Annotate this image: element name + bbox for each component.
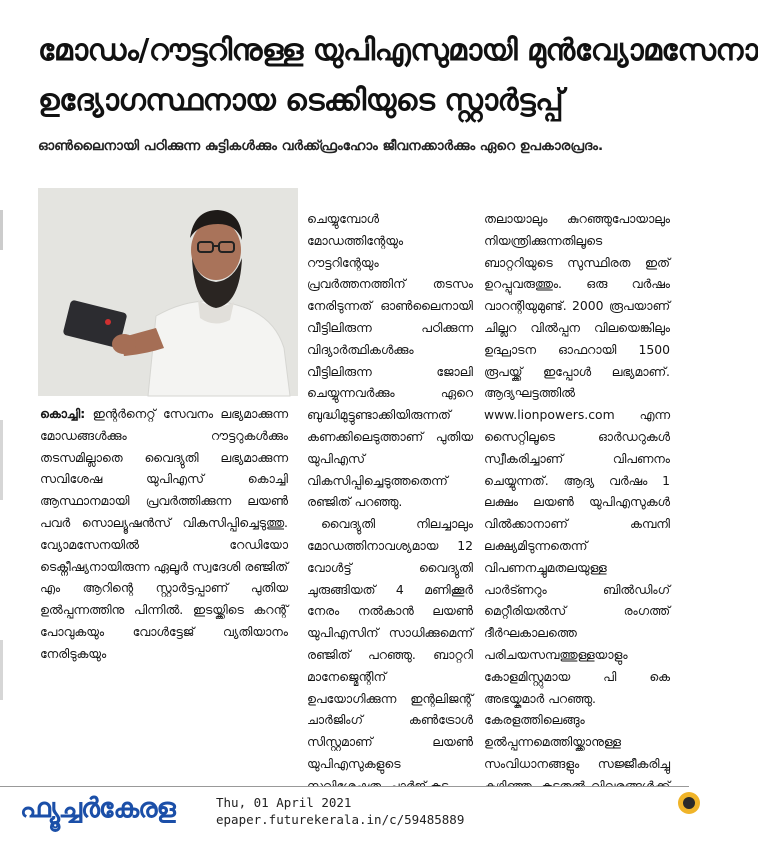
- headline: [38, 26, 758, 126]
- page-edge-mark: [0, 640, 3, 700]
- page-edge-mark: [0, 210, 3, 250]
- paragraph-text: ഇന്റർനെറ്റ് സേവനം ലഭ്യമാക്കുന്ന മോഡങ്ങൾക്കും റൗട്ടറുകൾക്കും തടസമില്ലാതെ വൈദ്യുതി ലഭ്യമാക്കുന്ന സവിശേഷ യുപിഎസ് കൊച്ചി ആസ്ഥാനമായി പ്രവർത്തിക്കുന്ന ലയൺ പവർ സൊല്യൂഷൻസ് വികസിപ്പിച്ചെടുത്തു. വ്യോമസേനയിൽ റേഡിയോ ടെക്നീഷ്യനായിരുന്ന ഏലൂർ സ്വദേശി രഞ്ജിത് എം ആറിന്റെ സ്റ്റാർട്ടപ്പാണ് പുതിയ ഉൽപ്പന്നത്തിനു പിന്നിൽ. ഇടയ്ക്കിടെ കറന്റ് പോവുകയും വോൾട്ടേജ് വ്യതിയാനം നേരിടുകയും: [40, 406, 288, 661]
- subheadline: ഓൺലൈനായി പഠിക്കുന്ന കുട്ടികൾക്കും വർക്ക്ഫ്രംഹോം ജീവനക്കാർക്കും ഏറെ ഉപകാരപ്രദം.: [38, 138, 604, 154]
- article-photo: [38, 188, 298, 396]
- article-paragraph: തലായാലും കുറഞ്ഞുപോയാലും നിയന്ത്രിക്കുന്നതിലൂടെ ബാറ്ററിയുടെ സുസ്ഥിരത ഇത് ഉറപ്പുവരുത്തും. ഒരു വർഷം വാറന്റിയുമുണ്ട്. 2000 രൂപയാണ് ചില്ലറ വിൽപ്പന വിലയെങ്കിലും ഉദ്ഘാടന ഓഫറായി 1500 രൂപയ്ക്ക് ഇപ്പോൾ ലഭ്യമാണ്. ആദ്യഘട്ടത്തിൽ www.lionpowers.com എന്ന സൈറ്റിലൂടെ ഓർഡറുകൾ സ്വീകരിച്ചാണ് വിപണനം ചെയ്യുന്നത്. ആദ്യ വർഷം 1 ലക്ഷം ലയൺ യുപിഎസുകൾ വിൽക്കാനാണ് കമ്പനി ലക്ഷ്യമിടുന്നതെന്ന് വിപണനച്ചുമതലയുള്ള പാർട്ണറും ബിൽഡിംഗ് മെറ്റീരിയൽസ് രംഗത്ത് ദീർഘകാലത്തെ പരിചയസമ്പത്തുള്ളയാളും കോളമിസ്റ്റുമായ പി കെ അഭയ്കുമാർ പറഞ്ഞു.: [484, 211, 670, 706]
- article-paragraph: വൈദ്യുതി നിലച്ചാലും മോഡത്തിനാവശ്യമായ 12 വോൾട്ട് വൈദ്യുതി ചുരുങ്ങിയത് 4 മണിക്കൂർ നേരം നൽകാൻ ലയൺ യുപിഎസിന് സാധിക്കുമെന്ന് രഞ്ജിത് പറഞ്ഞു. ബാറ്ററി മാനേജ്മെന്റിന് ഉപയോഗിക്കുന്ന ഇന്റലിജന്റ് ചാർജിംഗ് കൺട്രോൾ സിസ്റ്റമാണ് ലയൺ യുപിഎസുകളുടെ: [307, 516, 473, 771]
- edition-url[interactable]: epaper.futurekerala.in/c/59485889: [216, 812, 465, 827]
- publication-logo: ഫ്യൂച്ചർകേരള: [20, 793, 175, 824]
- article-column-1: [40, 403, 288, 665]
- dateline-place: കൊച്ചി:: [40, 406, 86, 421]
- article-paragraph: [40, 403, 288, 665]
- article-paragraph: കേരളത്തിലെങ്ങും ഉൽപ്പന്നമെത്തിയ്ക്കാനുള്ള സംവിധാനങ്ങളും സജ്ജീകരിച്ചു: [484, 712, 670, 771]
- edition-meta: [216, 794, 464, 828]
- edition-date: Thu, 01 April 2021: [216, 795, 352, 810]
- page-edge-mark: [0, 420, 3, 500]
- headline-line-1: മോഡം/റൗട്ടറിനുള്ള യുപിഎസുമായി മുൻവ്യോമസേനാ: [38, 33, 758, 68]
- article-column-3: [484, 208, 670, 818]
- corner-emblem-icon: [676, 786, 689, 820]
- article-column-2: [307, 208, 473, 797]
- headline-line-2: ഉദ്യോഗസ്ഥനായ ടെക്കിയുടെ സ്റ്റാർട്ടപ്പ്: [38, 83, 563, 118]
- man-with-device-illustration: [38, 188, 298, 396]
- article-paragraph: ചെയ്യുമ്പോൾ മോഡത്തിന്റേയും റൗട്ടറിന്റേയും പ്രവർത്തനത്തിന് തടസം നേരിടുന്നത് ഓൺലൈനായി വീട്ടിലിരുന്ന പഠിക്കുന്ന വിദ്യാർത്ഥികൾക്കും വീട്ടിലിരുന്ന ജോലി ചെയ്യുന്നവർക്കും ഏറെ ബുദ്ധിമുട്ടുണ്ടാക്കിയിരുന്നത് കണക്കിലെടുത്താണ് പുതിയ യുപിഎസ് വികസിപ്പിച്ചെടുത്തതെന്ന് രഞ്ജിത് പറഞ്ഞു.: [307, 211, 473, 510]
